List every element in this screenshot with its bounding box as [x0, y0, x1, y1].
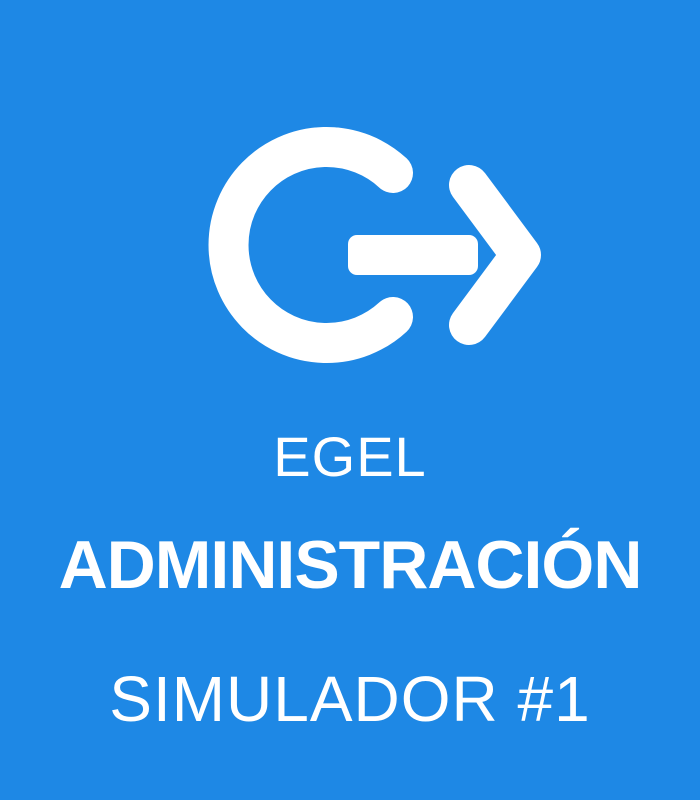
- exam-name: EGEL: [273, 425, 427, 488]
- simulator-label: SIMULADOR #1: [109, 663, 591, 735]
- subject-title: ADMINISTRACIÓN: [58, 527, 642, 603]
- sign-in-arrow-icon: [166, 120, 546, 400]
